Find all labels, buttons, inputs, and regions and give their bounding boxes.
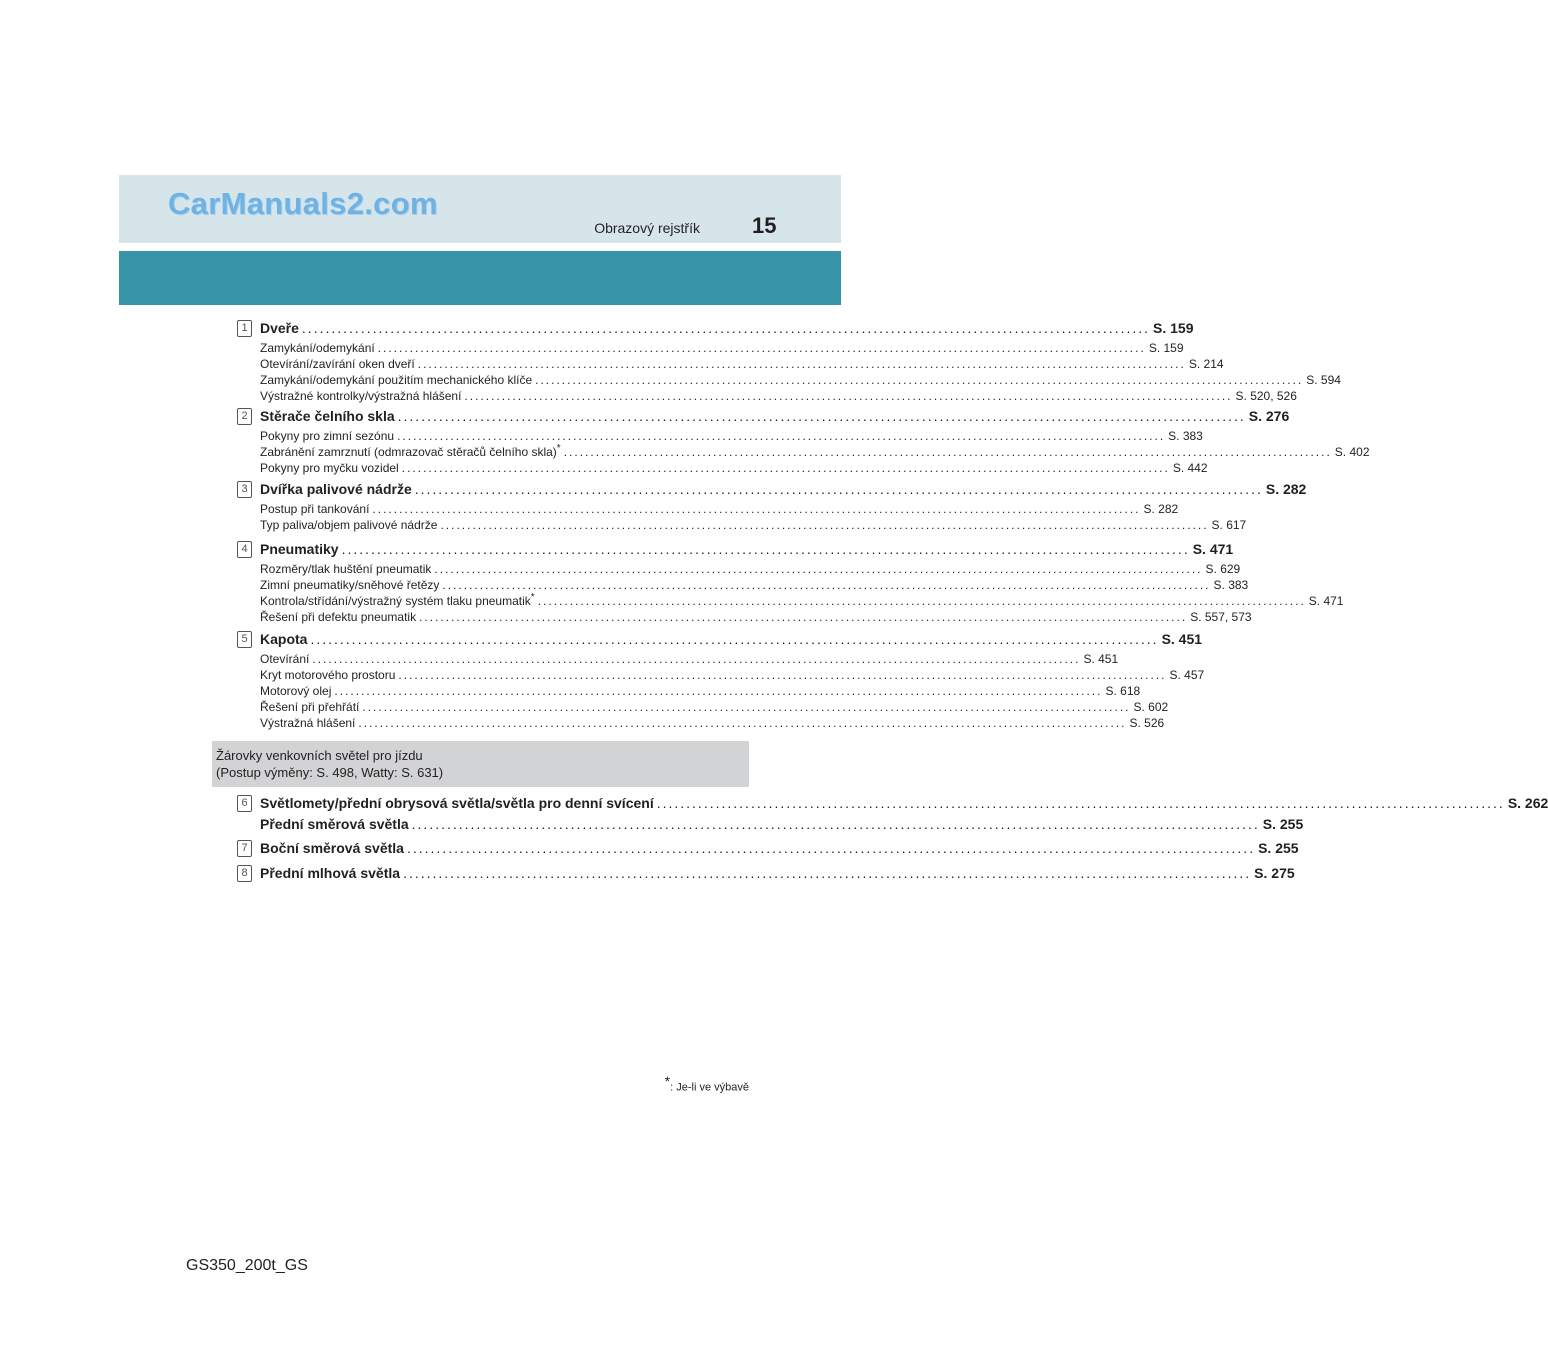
sub-entry-label: Výstražné kontrolky/výstražná hlášení	[260, 389, 462, 403]
dot-leader: ................................................................................................................................................	[341, 541, 1190, 557]
entry-main-row	[260, 840, 1299, 861]
index-entry-wipers	[237, 408, 1370, 477]
index-entry-side-turn-signals	[237, 840, 1299, 861]
entry-label: Kapota	[260, 631, 308, 647]
sub-entry-row	[260, 373, 1341, 389]
sub-entry-label: Výstražná hlášení	[260, 716, 356, 730]
sub-entry-row	[260, 592, 1344, 610]
dot-leader: ................................................................................................................................................	[397, 429, 1166, 443]
page-reference: S. 214	[1188, 357, 1224, 371]
sub-entry-label: Otevírání	[260, 652, 310, 666]
dot-leader: ................................................................................................................................................	[464, 389, 1233, 403]
sub-entry-row	[260, 461, 1208, 477]
footnote-star: *	[664, 1073, 671, 1089]
dot-leader: ................................................................................................................................................	[563, 445, 1332, 459]
entry-label: Pneumatiky	[260, 541, 339, 557]
entry-label: Stěrače čelního skla	[260, 408, 395, 424]
page-reference: S. 557, 573	[1190, 610, 1252, 624]
sub-entry-label: Otevírání/zavírání oken dveří	[260, 357, 415, 371]
callout-badge: 7	[237, 840, 252, 857]
page-reference: S. 602	[1133, 700, 1169, 714]
page-reference: S. 617	[1211, 518, 1247, 532]
sub-entry-row	[260, 716, 1165, 732]
sub-entry-label: Motorový olej	[260, 684, 332, 698]
sub-entry-row	[260, 518, 1247, 534]
dot-leader: ................................................................................................................................................	[403, 865, 1252, 881]
entry-label: Boční směrová světla	[260, 840, 404, 856]
sub-entry-row	[260, 652, 1119, 668]
page-reference: S. 159	[1153, 320, 1194, 336]
sub-entry-row	[260, 443, 1370, 461]
sub-entry-label: Rozměry/tlak huštění pneumatik	[260, 562, 432, 576]
sub-entry-row	[260, 502, 1179, 518]
callout-badge: 4	[237, 541, 252, 558]
dot-leader: ................................................................................................................................................	[535, 373, 1304, 387]
dot-leader: ................................................................................................................................................	[358, 716, 1127, 730]
dot-leader: ................................................................................................................................................	[537, 594, 1306, 608]
dot-leader: ................................................................................................................................................	[397, 408, 1246, 424]
entry-label: Přední směrová světla	[260, 816, 409, 832]
page-reference: S. 383	[1213, 578, 1249, 592]
entry-main-row	[260, 795, 1548, 816]
sub-entry-text: Zabránění zamrznutí (odmrazovač stěračů čelního skla)	[260, 445, 557, 459]
page-number: 15	[752, 213, 777, 238]
sub-entry-row	[260, 578, 1249, 594]
entry-main-row	[260, 865, 1295, 886]
callout-badge: 8	[237, 865, 252, 882]
sub-entry-row	[260, 357, 1224, 373]
callout-badge: 6	[237, 795, 252, 812]
dot-leader: ................................................................................................................................................	[372, 502, 1141, 516]
page-reference: S. 159	[1148, 341, 1184, 355]
index-entry-fuel-door	[237, 481, 1307, 534]
dot-leader: ................................................................................................................................................	[406, 840, 1256, 856]
page-reference: S. 282	[1143, 502, 1179, 516]
sub-entry-label: Řešení při defektu pneumatik	[260, 610, 417, 624]
dot-leader: ................................................................................................................................................	[398, 668, 1167, 682]
page-reference: S. 383	[1168, 429, 1203, 443]
page-reference: S. 457	[1169, 668, 1205, 682]
page-reference: S. 471	[1308, 594, 1344, 608]
availability-star: *	[556, 443, 561, 454]
dot-leader: ................................................................................................................................................	[440, 518, 1209, 532]
index-entry-tires	[237, 541, 1344, 626]
sub-entry-row	[260, 700, 1169, 716]
dot-leader: ................................................................................................................................................	[656, 795, 1505, 811]
page-reference: S. 262	[1507, 795, 1548, 811]
sub-entry-label: Zamykání/odemykání	[260, 341, 375, 355]
index-entry-headlights	[237, 795, 1548, 837]
sub-entry-label	[260, 445, 561, 459]
dot-leader: ................................................................................................................................................	[310, 631, 1159, 647]
sub-entry-row	[260, 389, 1297, 405]
page-reference: S. 402	[1334, 445, 1370, 459]
watermark-logo: CarManuals2.com	[168, 186, 438, 221]
sub-entry-label	[260, 594, 535, 608]
page-reference: S. 526	[1129, 716, 1165, 730]
bulbs-box-references: (Postup výměny: S. 498, Watty: S. 631)	[216, 765, 444, 780]
sub-entry-row	[260, 429, 1203, 445]
index-entry-hood	[237, 631, 1205, 732]
entry-main-row	[260, 541, 1234, 562]
sub-entry-label: Pokyny pro myčku vozidel	[260, 461, 399, 475]
exterior-bulbs-box	[212, 741, 749, 787]
dot-leader: ................................................................................................................................................	[442, 578, 1211, 592]
page-reference: S. 442	[1172, 461, 1208, 475]
page-reference: S. 451	[1083, 652, 1119, 666]
sub-entry-label: Zamykání/odemykání použitím mechanického klíče	[260, 373, 533, 387]
entry-main-row	[260, 816, 1304, 837]
sub-entry-label: Typ paliva/objem palivové nádrže	[260, 518, 438, 532]
dot-leader: ................................................................................................................................................	[401, 461, 1170, 475]
sub-entry-label: Zimní pneumatiky/sněhové řetězy	[260, 578, 440, 592]
callout-badge: 5	[237, 631, 252, 648]
entry-label: Světlomety/přední obrysová světla/světla pro denní svícení	[260, 795, 654, 811]
sub-entry-row	[260, 562, 1241, 578]
sub-entry-row	[260, 684, 1141, 700]
index-entry-fog-lights	[237, 865, 1295, 886]
page-reference: S. 255	[1262, 816, 1304, 832]
page-reference: S. 618	[1105, 684, 1141, 698]
page-reference: S. 255	[1258, 840, 1299, 856]
dot-leader: ................................................................................................................................................	[377, 341, 1146, 355]
sub-entry-label: Pokyny pro zimní sezónu	[260, 429, 395, 443]
dot-leader: ................................................................................................................................................	[419, 610, 1188, 624]
entry-main-row	[260, 408, 1290, 429]
footnote	[664, 1073, 749, 1094]
callout-badge: 2	[237, 408, 252, 425]
sub-entry-label: Postup při tankování	[260, 502, 370, 516]
section-title: Obrazový rejstřík	[594, 220, 700, 236]
entry-main-row	[260, 481, 1307, 502]
sub-entry-row	[260, 668, 1205, 684]
index-entry-doors	[237, 320, 1341, 405]
callout-badge: 3	[237, 481, 252, 498]
dot-leader: ................................................................................................................................................	[417, 357, 1186, 371]
sub-entry-label: Kryt motorového prostoru	[260, 668, 396, 682]
dot-leader: ................................................................................................................................................	[362, 700, 1131, 714]
dot-leader: ................................................................................................................................................	[334, 684, 1103, 698]
page-reference: S. 451	[1161, 631, 1203, 647]
page-reference: S. 629	[1205, 562, 1241, 576]
header-teal-band	[119, 251, 841, 305]
entry-main-row	[260, 320, 1194, 341]
dot-leader: ................................................................................................................................................	[414, 481, 1263, 497]
entry-main-row	[260, 631, 1203, 652]
sub-entry-text: Kontrola/střídání/výstražný systém tlaku pneumatik	[260, 594, 531, 608]
bulbs-box-title: Žárovky venkovních světel pro jízdu	[216, 748, 423, 763]
dot-leader: ................................................................................................................................................	[434, 562, 1203, 576]
callout-badge: 1	[237, 320, 252, 337]
dot-leader: ................................................................................................................................................	[301, 320, 1151, 336]
entry-label: Přední mlhová světla	[260, 865, 401, 881]
sub-entry-row	[260, 610, 1252, 626]
dot-leader: ................................................................................................................................................	[411, 816, 1260, 832]
page-reference: S. 275	[1254, 865, 1295, 881]
page-reference: S. 276	[1248, 408, 1290, 424]
dot-leader: ................................................................................................................................................	[312, 652, 1081, 666]
entry-label: Dveře	[260, 320, 299, 336]
sub-entry-row	[260, 341, 1184, 357]
sub-entry-label: Řešení při přehřátí	[260, 700, 360, 714]
availability-star: *	[530, 592, 535, 603]
footnote-text: : Je-li ve výbavě	[670, 1081, 749, 1094]
page-reference: S. 594	[1306, 373, 1341, 387]
page-reference: S. 520, 526	[1235, 389, 1297, 403]
entry-label: Dvířka palivové nádrže	[260, 481, 412, 497]
model-code: GS350_200t_GS	[186, 1257, 308, 1274]
page-reference: S. 282	[1265, 481, 1307, 497]
page-reference: S. 471	[1192, 541, 1234, 557]
